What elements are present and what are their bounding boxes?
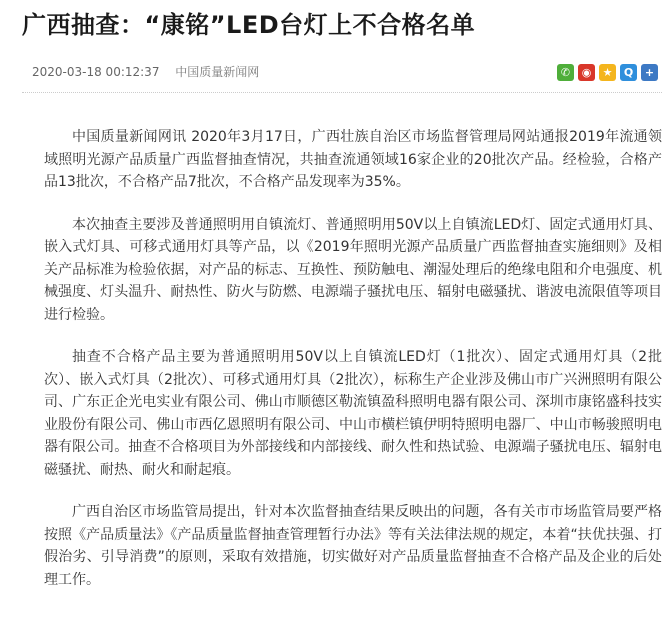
share-toolbar bbox=[557, 64, 658, 84]
paragraph: 抽查不合格产品主要为普通照明用50V以上自镇流LED灯（1批次）、固定式通用灯具（2批次）、嵌入式灯具（2批次）、可移式通用灯具（2批次），标称生产企业涉及佛山市广兴洲照明有限公司、广东正企光电实业有限公司、佛山市顺德区勒流镇盈科照明电器有限公司、深圳市康铭盛科技实业股份有限公司、佛山市西亿恩照明有限公司、中山市横栏镇伊明特照明电器厂、中山市畅骏照明电器有限公司。抽查不合格项目为外部接线和内部接线、耐久性和热试验、电源端子骚扰电压、辐射电磁骚扰、耐热、耐火和耐起痕。 bbox=[44, 349, 662, 478]
weibo-icon[interactable]: ◉ bbox=[578, 64, 595, 81]
article-meta bbox=[32, 64, 259, 80]
qzone-icon[interactable]: ★ bbox=[599, 64, 616, 81]
wechat-icon[interactable]: ✆ bbox=[557, 64, 574, 81]
paragraph: 本次抽查主要涉及普通照明用自镇流灯、普通照明用50V以上自镇流LED灯、固定式通用灯具、嵌入式灯具、可移式通用灯具等产品，以《2019年照明光源产品质量广西监督抽查实施细则》及相关产品标准为检验依据，对产品的标志、互换性、预防触电、潮湿处理后的绝缘电阻和介电强度、机械强度、灯头温升、耐热性、防火与防燃、电源端子骚扰电压、辐射电磁骚扰、谐波电流限值等项目进行检验。 bbox=[44, 216, 662, 323]
paragraph: 广西自治区市场监管局提出，针对本次监督抽查结果反映出的问题，各有关市市场监管局要严格按照《产品质量法》《产品质量监督抽查管理暂行办法》等有关法律法规的规定，本着“扶优扶强、打假治劣、引导消费”的原则，采取有效措施，切实做好对产品质量监督抽查不合格产品及企业的后处理工作。 bbox=[44, 504, 662, 588]
qq-icon[interactable]: Q bbox=[620, 64, 637, 81]
article-source[interactable]: 中国质量新闻网 bbox=[175, 65, 260, 79]
page-title: 广西抽查：“康铭”LED台灯上不合格名单 bbox=[22, 11, 476, 39]
publish-date: 2020-03-18 00:12:37 bbox=[32, 65, 160, 79]
article-body bbox=[44, 126, 662, 611]
more-share-icon[interactable]: + bbox=[641, 64, 658, 81]
divider bbox=[22, 92, 662, 93]
paragraph: 中国质量新闻网讯 2020年3月17日，广西壮族自治区市场监督管理局网站通报2019年流通领域照明光源产品质量广西监督抽查情况，共抽查流通领域16家企业的20批次产品。经检验，合格产品13批次，不合格产品7批次，不合格产品发现率为35%。 bbox=[44, 129, 662, 190]
